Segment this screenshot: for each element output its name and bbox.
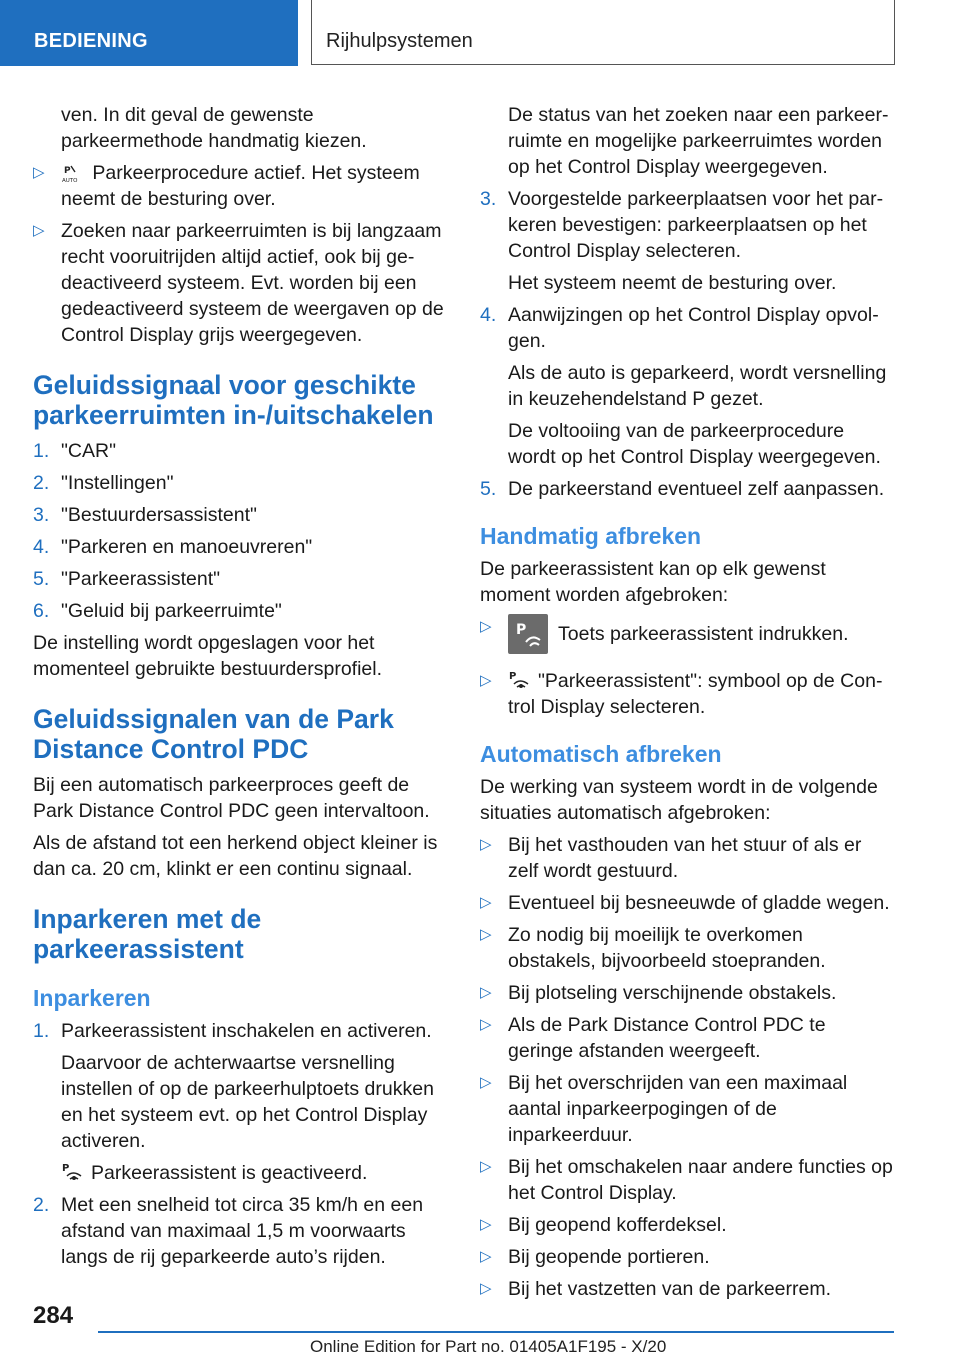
- list-item: [33, 1192, 448, 1270]
- bullet-text: Bij het overschrijden van een maximaal aantal inparkeerpogingen of de inparkeerduur.: [508, 1072, 848, 1146]
- header-section-tab: [0, 0, 298, 66]
- auto-abort-list: [480, 832, 895, 1302]
- bullet-text: Bij het vasthouden van het stuur of als er zelf wordt gestuurd.: [508, 834, 862, 882]
- list-item: [480, 922, 895, 974]
- list-item: [480, 614, 895, 654]
- list-item: [480, 1070, 895, 1148]
- bullet-marker: ▷: [480, 1280, 492, 1297]
- bullet-text: Zo nodig bij moeilijk te overkomen obstakels, bijvoorbeeld stoepranden.: [508, 924, 826, 972]
- step-text: De parkeerstand eventueel zelf aanpassen.: [508, 478, 885, 500]
- chapter-title: Rijhulpsystemen: [326, 30, 473, 52]
- step-number: 2.: [33, 472, 50, 494]
- parking-button-icon: [508, 614, 548, 654]
- saved-note: De instelling wordt opgeslagen voor het momenteel gebruikte bestuurdersprofiel.: [33, 632, 383, 680]
- step-text: Parkeerassistent inschakelen en activeren.: [61, 1020, 432, 1042]
- list-item: [480, 186, 895, 264]
- bullet-text: Bij geopende portieren.: [508, 1246, 710, 1268]
- footer-edition: Online Edition for Part no. 01405A1F195 - X/20: [310, 1337, 667, 1356]
- step-number: 1.: [33, 1020, 50, 1042]
- auto-paragraph: De werking van systeem wordt in de volgende situaties automatisch afgebroken:: [480, 776, 878, 824]
- list-item: [480, 1154, 895, 1206]
- status-paragraph: De status van het zoeken naar een parkeerruimte en mogelijke parkeerruimtes worden op het Control Display weergegeven.: [508, 104, 889, 178]
- list-item: [480, 476, 895, 502]
- bullet-text: Bij het vastzetten van de parkeerrem.: [508, 1278, 831, 1300]
- step-number: 6.: [33, 600, 50, 622]
- page-number: 284: [33, 1302, 74, 1329]
- list-item: [480, 1276, 895, 1302]
- step-detail: Als de auto is geparkeerd, wordt versnelling in keuzehendelstand P gezet.: [508, 362, 887, 410]
- bullet-text: "Parkeerassistent": symbool op de Control Display selecteren.: [508, 670, 883, 718]
- bullet-marker: ▷: [33, 222, 45, 239]
- bullet-marker: ▷: [480, 1216, 492, 1233]
- parking-assistant-icon: [508, 669, 532, 691]
- bullet-marker: ▷: [480, 836, 492, 853]
- bullet-marker: ▷: [480, 618, 492, 635]
- list-item: [480, 1244, 895, 1270]
- heading-pdc: Geluidssignalen van de Park Distance Control PDC: [33, 704, 394, 764]
- bullet-text: Bij plotseling verschijnende obstakels.: [508, 982, 837, 1004]
- bullet-text: Toets parkeerassistent indrukken.: [558, 623, 849, 645]
- bullet-marker: ▷: [480, 1158, 492, 1175]
- manual-paragraph: De parkeerassistent kan op elk gewenst moment worden afgebroken:: [480, 558, 826, 606]
- list-item: [480, 1212, 895, 1238]
- activated-text: Parkeerassistent is geactiveerd.: [91, 1162, 368, 1184]
- list-item: [33, 502, 448, 528]
- bullet-marker: ▷: [480, 672, 492, 689]
- bullet-text: Bij geopend kofferdeksel.: [508, 1214, 727, 1236]
- step-number: 1.: [33, 440, 50, 462]
- sound-steps-list: [33, 438, 448, 624]
- bullet-text: Zoeken naar parkeerruimten is bij langzaam recht vooruitrijden altijd actief, ook bij gedeactiveerd systeem. Evt. worden bij een gedeactiveerd systeem de weergaven op de Control Display grijs weergegeven.: [61, 220, 444, 346]
- step-text: Voorgestelde parkeerplaatsen voor het parkeren bevestigen: parkeerplaatsen op het Control Display selecteren.: [508, 188, 884, 262]
- bullet-marker: ▷: [480, 894, 492, 911]
- svg-text:P: P: [62, 1163, 70, 1174]
- list-item: [33, 470, 448, 496]
- left-column: [33, 102, 448, 1276]
- bullet-text: Bij het omschakelen naar andere functies op het Control Display.: [508, 1156, 893, 1204]
- bullet-marker: ▷: [480, 1074, 492, 1091]
- step-number: 5.: [480, 478, 497, 500]
- heading-inparkeren-assistent: Inparkeren met de parkeerassistent: [33, 904, 262, 964]
- step-text: Met een snelheid tot circa 35 km/h en een afstand van maximaal 1,5 m voorwaarts langs de rij geparkeerde auto’s rijden.: [61, 1194, 424, 1268]
- step-text: Aanwijzingen op het Control Display opvolgen.: [508, 304, 879, 352]
- svg-text:AUTO: AUTO: [62, 178, 78, 183]
- list-item: [480, 668, 895, 720]
- step-text: "CAR": [61, 440, 117, 462]
- bullet-text: Eventueel bij besneeuwde of gladde wegen.: [508, 892, 890, 914]
- bullet-marker: ▷: [480, 984, 492, 1001]
- footer-divider: [98, 1331, 894, 1333]
- svg-text:P: P: [64, 166, 71, 176]
- step-number: 5.: [33, 568, 50, 590]
- step-text: "Parkeerassistent": [61, 568, 221, 590]
- pdc-paragraph: Als de afstand tot een herkend object kleiner is dan ca. 20 cm, klinkt er een continu signaal.: [33, 832, 438, 880]
- step-number: 3.: [480, 188, 497, 210]
- parking-assistant-icon: [61, 1161, 85, 1183]
- heading-manual-abort: Handmatig afbreken: [480, 523, 702, 549]
- step-text: "Geluid bij parkeerruimte": [61, 600, 282, 622]
- list-item: [480, 302, 895, 354]
- bullet-marker: ▷: [480, 1016, 492, 1033]
- svg-text:P: P: [516, 622, 527, 638]
- pdc-paragraph: Bij een automatisch parkeerproces geeft de Park Distance Control PDC geen intervaltoon.: [33, 774, 430, 822]
- heading-sound-signal: Geluidssignaal voor geschikte parkeerruimten in-/uitschakelen: [33, 370, 434, 430]
- parking-auto-icon: [61, 163, 81, 183]
- step-detail: [33, 1160, 448, 1186]
- bullet-marker: ▷: [480, 926, 492, 943]
- list-item: [33, 1018, 448, 1044]
- step-text: "Parkeren en manoeuvreren": [61, 536, 313, 558]
- list-item: [480, 890, 895, 916]
- right-column: [480, 102, 895, 1308]
- bullet-marker: ▷: [480, 1248, 492, 1265]
- step-text: "Instellingen": [61, 472, 174, 494]
- list-item: [33, 218, 448, 348]
- list-item: [33, 438, 448, 464]
- bullet-marker: ▷: [33, 164, 45, 181]
- list-item: [480, 1012, 895, 1064]
- list-item: [33, 566, 448, 592]
- step-detail: De voltooiing van de parkeerprocedure wordt op het Control Display weergegeven.: [508, 420, 881, 468]
- intro-continuation: ven. In dit geval de gewenste parkeermethode handmatig kiezen.: [61, 104, 367, 152]
- step-number: 4.: [33, 536, 50, 558]
- svg-text:P: P: [509, 671, 517, 682]
- list-item: [33, 534, 448, 560]
- bullet-text: Parkeerprocedure actief. Het systeem neemt de besturing over.: [61, 162, 420, 210]
- list-item: [480, 980, 895, 1006]
- step-number: 3.: [33, 504, 50, 526]
- header-chapter-box: [311, 0, 895, 65]
- list-item: [33, 598, 448, 624]
- heading-auto-abort: Automatisch afbreken: [480, 741, 722, 767]
- step-detail: Het systeem neemt de besturing over.: [508, 272, 837, 294]
- subheading-inparkeren: Inparkeren: [33, 985, 151, 1011]
- step-detail: Daarvoor de achterwaartse versnelling instellen of op de parkeerhulptoets drukken en het systeem evt. op het Control Display activeren.: [61, 1052, 434, 1152]
- list-item: [33, 160, 448, 212]
- bullet-text: Als de Park Distance Control PDC te geringe afstanden weergeeft.: [508, 1014, 826, 1062]
- step-number: 2.: [33, 1194, 50, 1216]
- list-item: [480, 832, 895, 884]
- section-title: BEDIENING: [34, 30, 148, 52]
- step-text: "Bestuurdersassistent": [61, 504, 257, 526]
- step-number: 4.: [480, 304, 497, 326]
